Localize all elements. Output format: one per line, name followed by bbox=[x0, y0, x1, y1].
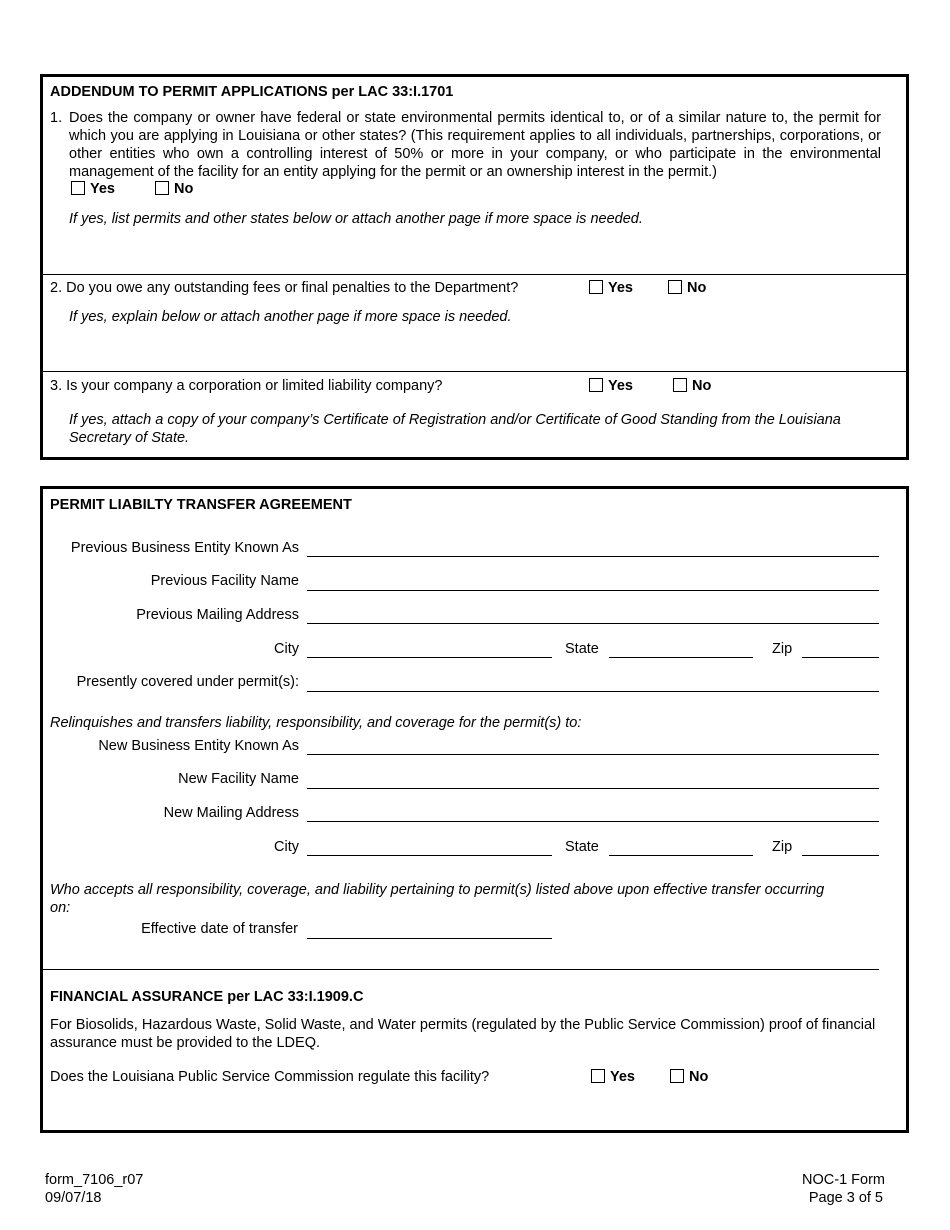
financial-yes-label: Yes bbox=[610, 1069, 635, 1085]
q3-yes-checkbox[interactable] bbox=[589, 378, 603, 392]
new-mailing-label: New Mailing Address bbox=[163, 805, 299, 821]
financial-title: FINANCIAL ASSURANCE per LAC 33:I.1909.C bbox=[50, 989, 364, 1005]
q2-no-checkbox[interactable] bbox=[668, 280, 682, 294]
effective-date-field[interactable] bbox=[307, 938, 552, 939]
prev-mailing-label: Previous Mailing Address bbox=[136, 607, 299, 623]
financial-yes-checkbox[interactable] bbox=[591, 1069, 605, 1083]
q1-yes-label: Yes bbox=[90, 181, 115, 197]
prev-state-field[interactable] bbox=[609, 657, 753, 658]
q3-text: 3. Is your company a corporation or limited liability company? bbox=[50, 378, 443, 394]
q2-note: If yes, explain below or attach another page if more space is needed. bbox=[69, 309, 512, 325]
addendum-title: ADDENDUM TO PERMIT APPLICATIONS per LAC 33:I.1701 bbox=[50, 84, 454, 100]
covered-label: Presently covered under permit(s): bbox=[76, 674, 299, 690]
effective-date-label: Effective date of transfer bbox=[141, 921, 298, 937]
prev-mailing-field[interactable] bbox=[307, 623, 879, 624]
q3-note: If yes, attach a copy of your company’s Certificate of Registration and/or Certificate of Good Standing from the Louisiana Secretary of State. bbox=[69, 412, 841, 446]
q1-yes-option[interactable] bbox=[71, 181, 115, 197]
addendum-divider-2 bbox=[43, 371, 906, 372]
financial-no-label: No bbox=[689, 1069, 709, 1085]
new-entity-field[interactable] bbox=[307, 754, 879, 755]
footer-form-id: form_7106_r07 bbox=[45, 1172, 144, 1188]
q3-yes-label: Yes bbox=[608, 378, 633, 394]
transfer-title: PERMIT LIABILTY TRANSFER AGREEMENT bbox=[50, 497, 352, 513]
new-zip-label: Zip bbox=[772, 839, 793, 855]
q3-no-label: No bbox=[692, 378, 712, 394]
financial-yes-option[interactable] bbox=[591, 1069, 635, 1085]
footer-date: 09/07/18 bbox=[45, 1190, 102, 1206]
q2-yes-checkbox[interactable] bbox=[589, 280, 603, 294]
financial-no-checkbox[interactable] bbox=[670, 1069, 684, 1083]
addendum-divider-1 bbox=[43, 274, 906, 275]
relinquish-text: Relinquishes and transfers liability, responsibility, and coverage for the permit(s) to: bbox=[50, 715, 582, 731]
new-entity-label: New Business Entity Known As bbox=[98, 738, 299, 754]
prev-state-label: State bbox=[565, 641, 599, 657]
prev-entity-field[interactable] bbox=[307, 556, 879, 557]
q2-yes-option[interactable] bbox=[589, 280, 633, 296]
prev-zip-label: Zip bbox=[772, 641, 793, 657]
footer-form-name: NOC-1 Form bbox=[802, 1172, 885, 1188]
new-zip-field[interactable] bbox=[802, 855, 879, 856]
new-city-label: City bbox=[274, 839, 299, 855]
q2-text: 2. Do you owe any outstanding fees or final penalties to the Department? bbox=[50, 280, 519, 296]
q2-no-label: No bbox=[687, 280, 707, 296]
new-facility-label: New Facility Name bbox=[178, 771, 299, 787]
accepts-text: Who accepts all responsibility, coverage, and liability pertaining to permit(s) listed above upon effective transfer occurring on: bbox=[50, 882, 825, 916]
new-state-label: State bbox=[565, 839, 599, 855]
prev-entity-label: Previous Business Entity Known As bbox=[70, 540, 299, 556]
covered-field[interactable] bbox=[307, 691, 879, 692]
new-facility-field[interactable] bbox=[307, 788, 879, 789]
q1-yes-checkbox[interactable] bbox=[71, 181, 85, 195]
q3-no-checkbox[interactable] bbox=[673, 378, 687, 392]
new-city-field[interactable] bbox=[307, 855, 552, 856]
financial-question: Does the Louisiana Public Service Commission regulate this facility? bbox=[50, 1069, 490, 1085]
prev-facility-label: Previous Facility Name bbox=[150, 573, 299, 589]
footer-page: Page 3 of 5 bbox=[808, 1190, 883, 1206]
financial-text: For Biosolids, Hazardous Waste, Solid Waste, and Water permits (regulated by the Public Service Commission) proof of financial assurance must be provided to the LDEQ. bbox=[50, 1017, 876, 1051]
q3-yes-option[interactable] bbox=[589, 378, 633, 394]
q1-no-checkbox[interactable] bbox=[155, 181, 169, 195]
q1-no-label: No bbox=[174, 181, 194, 197]
financial-no-option[interactable] bbox=[670, 1069, 708, 1085]
transfer-divider bbox=[43, 969, 879, 970]
q1-note: If yes, list permits and other states below or attach another page if more space is needed. bbox=[69, 211, 643, 227]
prev-zip-field[interactable] bbox=[802, 657, 879, 658]
q2-yes-label: Yes bbox=[608, 280, 633, 296]
new-mailing-field[interactable] bbox=[307, 821, 879, 822]
q2-no-option[interactable] bbox=[668, 280, 706, 296]
q1-no-option[interactable] bbox=[155, 181, 193, 197]
prev-city-label: City bbox=[274, 641, 299, 657]
prev-facility-field[interactable] bbox=[307, 590, 879, 591]
q3-no-option[interactable] bbox=[673, 378, 711, 394]
q1-text: Does the company or owner have federal or state environmental permits identical to, or of a similar nature to, the permit for which you are applying in Louisiana or other states? (This requirement applies to all individuals, partnerships, corporations, or other entities who own a controlling interest of 50% or more in your company, or who participate in the environmental management of the facility for an entity applying for the permit or an ownership interest in the permit.) bbox=[69, 110, 881, 180]
q1-number: 1. bbox=[50, 110, 63, 126]
prev-city-field[interactable] bbox=[307, 657, 552, 658]
new-state-field[interactable] bbox=[609, 855, 753, 856]
